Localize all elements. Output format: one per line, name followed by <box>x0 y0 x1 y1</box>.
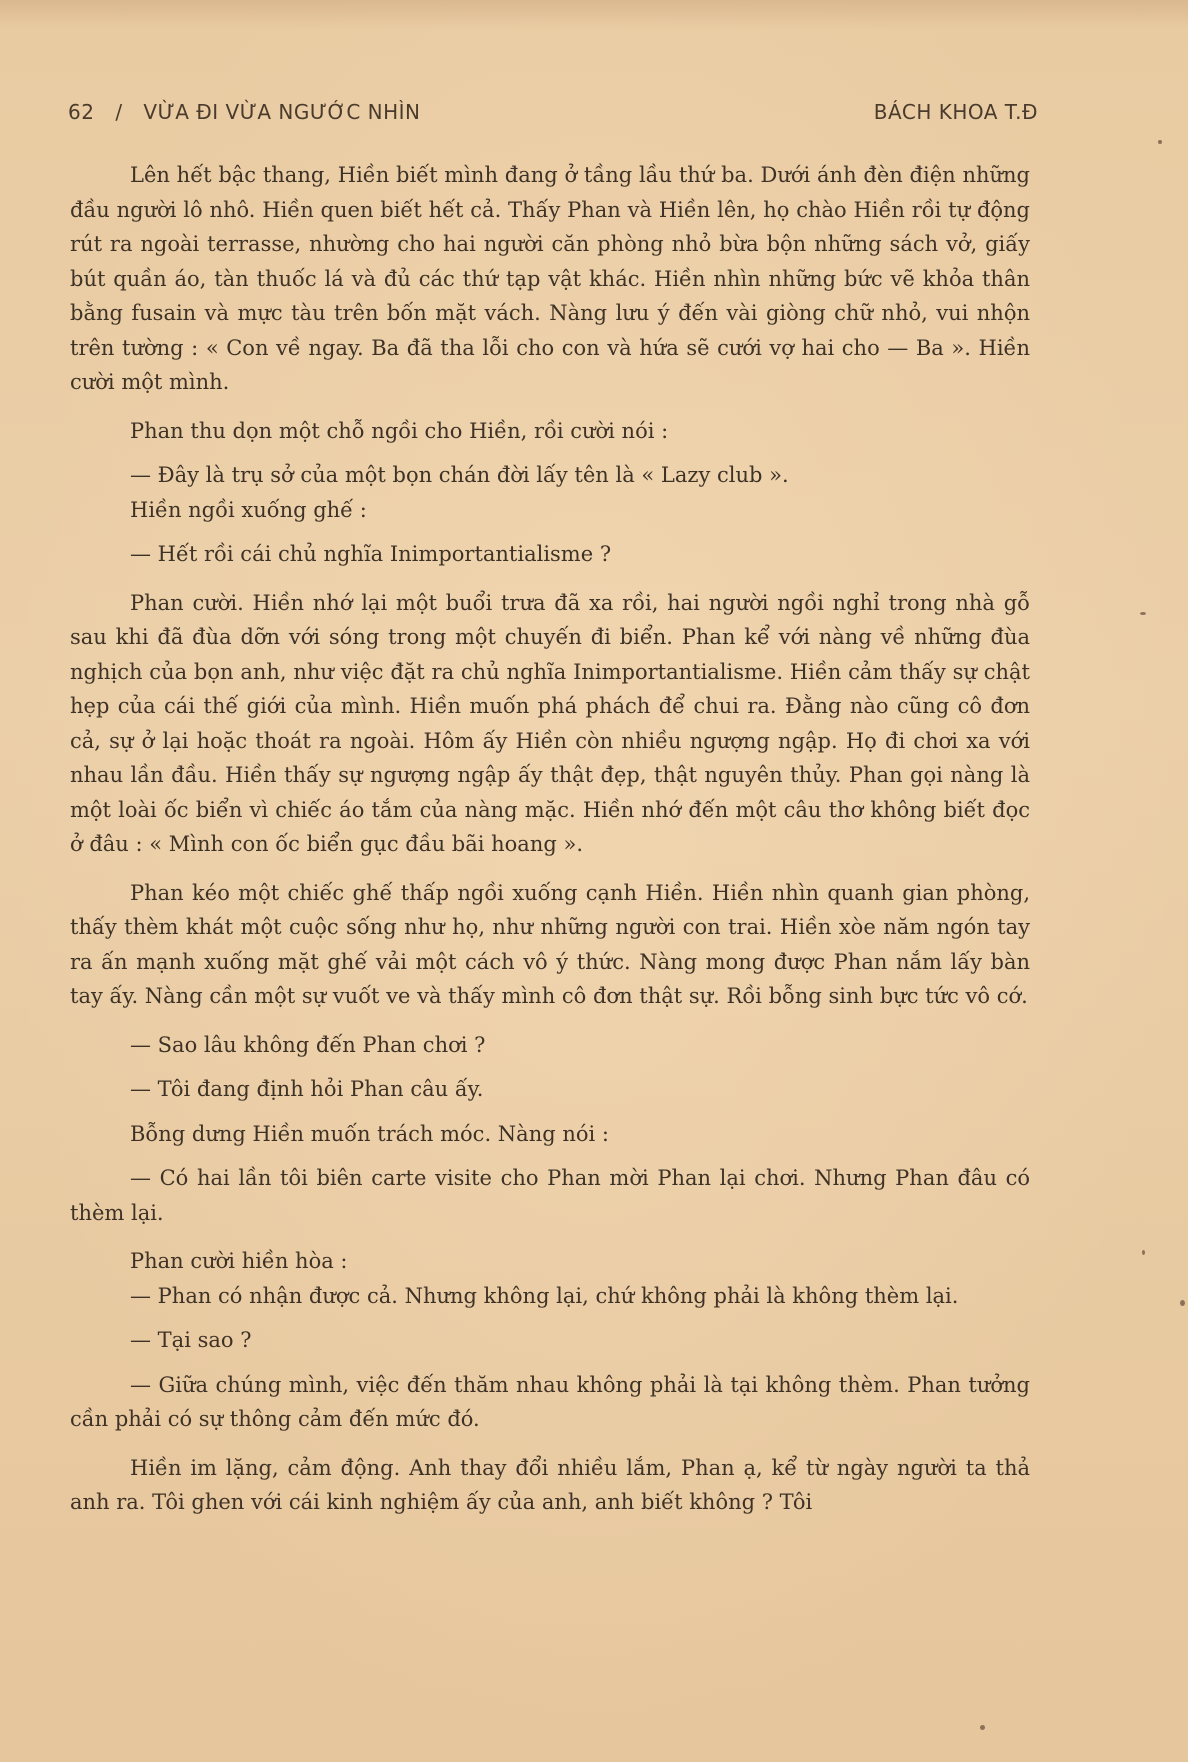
paragraph: Phan thu dọn một chỗ ngồi cho Hiền, rồi cười nói : <box>130 418 669 443</box>
paragraph: Phan kéo một chiếc ghế thấp ngồi xuống cạnh Hiền. Hiền nhìn quanh gian phòng, thấy thèm khát một cuộc sống như họ, như những người con trai. Hiền xòe năm ngón tay ra ấn mạnh xuống mặt ghế vải một cách vô ý thức. Nàng mong được Phan nắm lấy bàn tay ấy. Nàng cần một sự vuốt ve và thấy mình cô đơn thật sự. Rồi bỗng sinh bực tức vô cớ. <box>70 880 1030 1008</box>
magazine-title: BÁCH KHOA T.Đ <box>873 100 1038 124</box>
paper-speck <box>980 1725 985 1730</box>
paper-speck <box>1180 1300 1185 1306</box>
paragraph: Phan cười. Hiền nhớ lại một buổi trưa đã xa rồi, hai người ngồi nghỉ trong nhà gỗ sau khi đã đùa dỡn với sóng trong một chuyến đi biển. Phan kể với nàng về những đùa nghịch của bọn anh, như việc đặt ra chủ nghĩa Inimportantialisme. Hiền cảm thấy sự chật hẹp của cái thế giới của mình. Hiền muốn phá phách để chui ra. Đằng nào cũng cô đơn cả, sự ở lại hoặc thoát ra ngoài. Hôm ấy Hiền còn nhiều ngượng ngập. Họ đi chơi xa với nhau lần đầu. Hiền thấy sự ngượng ngập ấy thật đẹp, thật nguyên thủy. Phan gọi nàng là một loài ốc biển vì chiếc áo tắm của nàng mặc. Hiền nhớ đến một câu thơ không biết đọc ở đâu : « Mình con ốc biển gục đầu bãi hoang ». <box>70 590 1030 856</box>
dialogue-line: — Tại sao ? <box>130 1328 252 1352</box>
dialogue-line: — Đây là trụ sở của một bọn chán đời lấy tên là « Lazy club ». <box>130 463 789 487</box>
header-left <box>68 100 435 124</box>
paper-speck <box>1142 1250 1145 1255</box>
paper-speck <box>1140 612 1146 615</box>
page-number: 62 <box>68 100 95 124</box>
header-separator: / <box>115 100 123 124</box>
paragraph: Lên hết bậc thang, Hiền biết mình đang ở tầng lầu thứ ba. Dưới ánh đèn điện những đầu người lô nhô. Hiền quen biết hết cả. Thấy Phan và Hiền lên, họ chào Hiền rồi tự động rút ra ngoài terrasse, nhường cho hai người căn phòng nhỏ bừa bộn những sách vở, giấy bút quần áo, tàn thuốc lá và đủ các thứ tạp vật khác. Hiền nhìn những bức vẽ khỏa thân bằng fusain và mực tàu trên bốn mặt vách. Nàng lưu ý đến vài giòng chữ nhỏ, vui nhộn trên tường : « Con về ngay. Ba đã tha lỗi cho con và hứa sẽ cưới vợ hai cho — Ba ». Hiền cười một mình. <box>70 163 1030 394</box>
dialogue-line: — Phan có nhận được cả. Nhưng không lại, chứ không phải là không thèm lại. <box>130 1283 959 1308</box>
dialogue-line: — Tôi đang định hỏi Phan câu ấy. <box>130 1077 484 1101</box>
paragraph: Hiền ngồi xuống ghế : <box>130 497 367 522</box>
running-header <box>68 100 1038 124</box>
paper-speck <box>1158 140 1162 144</box>
dialogue-line: — Sao lâu không đến Phan chơi ? <box>130 1032 486 1057</box>
dialogue-line: — Có hai lần tôi biên carte visite cho Phan mời Phan lại chơi. Nhưng Phan đâu có thèm lại. <box>70 1166 1030 1225</box>
paragraph: Hiền im lặng, cảm động. Anh thay đổi nhiều lắm, Phan ạ, kể từ ngày người ta thả anh ra. Tôi ghen với cái kinh nghiệm ấy của anh, anh biết không ? Tôi <box>70 1455 1030 1514</box>
dialogue-line: — Giữa chúng mình, việc đến thăm nhau không phải là tại không thèm. Phan tưởng cần phải có sự thông cảm đến mức đó. <box>70 1372 1030 1431</box>
paragraph: Bỗng dưng Hiền muốn trách móc. Nàng nói : <box>130 1121 609 1146</box>
paragraph: Phan cười hiền hòa : <box>130 1249 348 1273</box>
running-title: VỪA ĐI VỪA NGƯỚC NHÌN <box>143 100 421 124</box>
dialogue-line: — Hết rồi cái chủ nghĩa Inimportantialisme ? <box>130 542 612 566</box>
page-body <box>70 158 1030 1520</box>
